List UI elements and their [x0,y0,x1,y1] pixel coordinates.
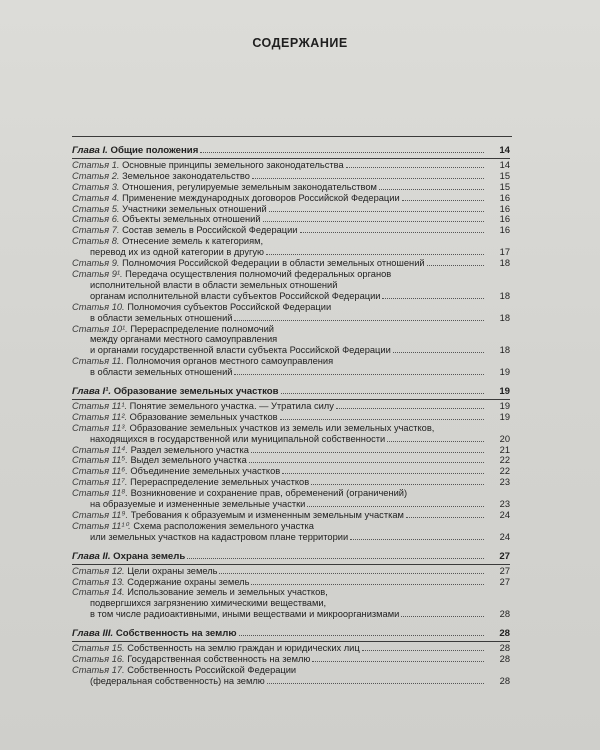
page-number: 27 [499,565,510,576]
leader-dots [239,634,484,636]
page-number: 14 [499,145,510,156]
toc-article [72,269,510,302]
page-number: 17 [499,247,510,258]
toc-text: Земельное законодательство [122,170,250,181]
page-number: 27 [499,550,510,562]
page-number: 16 [499,214,510,225]
toc-text: в том числе радиоактивными, иными веществами и микроорганизмами [90,609,400,620]
page-number: 24 [499,531,510,542]
toc-text: между органами местного самоуправления [90,334,278,345]
toc-text: Собственность Российской Федерации [127,664,297,675]
toc-number: Статья 8. [72,236,120,247]
toc-number: Глава II. [72,550,111,562]
leader-dots [362,649,484,651]
toc-article [72,302,510,324]
leader-dots [187,557,484,559]
toc-text: Образование земельных участков [113,386,279,398]
toc-number: Глава I. [72,145,108,156]
toc-text: на образуемые и измененные земельные участки [90,499,306,510]
leader-dots [427,264,484,266]
toc-text: Полномочия субъектов Российской Федерации [127,301,332,312]
top-divider [72,136,512,137]
toc-number: Статья 11⁶. [72,466,128,477]
toc-number: Статья 9. [72,258,120,269]
page-number: 28 [499,653,510,664]
page-number: 16 [499,203,510,214]
toc-number: Статья 11¹⁰. [72,520,131,531]
toc-text: (федеральная собственность) на землю [90,675,265,686]
leader-dots [251,583,484,585]
toc-number: Статья 6. [72,214,120,225]
toc-article [72,412,510,423]
page-number: 16 [499,192,510,203]
page-number: 14 [499,159,510,170]
toc-number: Статья 3. [72,181,120,192]
toc-text: Понятие земельного участка. — Утратила силу [129,400,334,411]
toc-article [72,225,510,236]
toc-article [72,445,510,456]
toc-number: Статья 10. [72,301,125,312]
toc-text: Участники земельных отношений [122,203,267,214]
toc-text: Полномочия Российской Федерации в области земельных отношений [122,258,425,269]
toc-text: Передача осуществления полномочий федеральных органов [125,268,392,279]
toc-article [72,324,510,357]
toc-number: Статья 16. [72,653,125,664]
toc-text: Образование земельных участков из земель или земельных участков, [129,422,435,433]
page-number: 18 [499,312,510,323]
leader-dots [249,461,484,463]
toc-article [72,204,510,215]
toc-text: в области земельных отношений [90,312,233,323]
toc-text: Применение международных договоров Российской Федерации [122,192,400,203]
toc-text: Общие положения [110,145,199,156]
page-number: 23 [499,499,510,510]
toc-text: органам исполнительной власти субъектов Российской Федерации [90,290,381,301]
leader-dots [200,151,484,153]
leader-dots [269,210,484,212]
leader-dots [379,188,484,190]
toc-article [72,510,510,521]
toc-text: Перераспределение земельных участков [130,477,310,488]
page-number: 28 [499,675,510,686]
toc-number: Статья 11³. [72,422,128,433]
toc-number: Статья 11⁷. [72,477,128,488]
toc-text: Собственность на землю [115,628,237,640]
page-number: 19 [499,386,510,398]
leader-dots [280,418,484,420]
page-number: 21 [499,444,510,455]
toc-number: Статья 11⁸. [72,488,128,499]
toc-article [72,577,510,588]
page-number: 28 [499,609,510,620]
leader-dots [266,253,484,255]
leader-dots [307,505,484,507]
toc-article [72,356,510,378]
toc-number: Статья 14. [72,587,125,598]
page-number: 20 [499,433,510,444]
toc-number: Статья 11⁹. [72,510,129,520]
leader-dots [311,483,484,485]
toc-text: исполнительной власти в области земельных отношений [90,279,338,290]
leader-dots [219,572,484,574]
toc-chapter [72,146,510,157]
page-number: 18 [499,290,510,301]
toc-text: Выдел земельного участка [130,455,247,466]
toc-article [72,258,510,269]
leader-dots [300,231,485,233]
leader-dots [350,538,484,540]
toc-number: Статья 15. [72,643,125,654]
chapter-underline [72,641,510,642]
leader-dots [393,351,484,353]
toc-text: Охрана земель [113,550,186,562]
toc-text: Образование земельных участков [129,411,278,422]
toc-text: Содержание охраны земель [127,576,250,587]
toc-text: Отношения, регулируемые земельным законодательством [122,181,377,192]
toc-number: Статья 11. [72,356,124,367]
leader-dots [382,297,484,299]
toc-article [72,654,510,665]
toc-article [72,160,510,171]
chapter-underline [72,564,510,565]
toc-article [72,643,510,654]
page-number: 15 [499,181,510,192]
toc-number: Статья 11¹. [72,400,128,411]
toc-text: Государственная собственность на землю [127,653,311,664]
toc-text: Возникновение и сохранение прав, обременений (ограничений) [130,488,408,499]
toc-text: перевод их из одной категории в другую [90,247,265,258]
toc-article [72,455,510,466]
leader-dots [336,407,484,409]
page-number: 27 [499,576,510,587]
page-number: 24 [499,510,510,520]
toc-number: Глава I¹. [72,386,112,398]
page-number: 18 [499,258,510,269]
toc-text: Полномочия органов местного самоуправления [126,356,334,367]
toc-article [72,236,510,258]
toc-chapter [72,629,510,640]
toc-text: Объекты земельных отношений [122,214,261,225]
chapter-underline [72,399,510,400]
toc-number: Статья 17. [72,664,125,675]
toc-text: Схема расположения земельного участка [133,520,314,531]
toc-article [72,566,510,577]
chapter-underline [72,158,510,159]
toc-text: Объединение земельных участков [130,466,281,477]
leader-dots [234,319,484,321]
leader-dots [312,660,484,662]
toc-number: Статья 4. [72,192,120,203]
toc-number: Статья 5. [72,203,120,214]
toc-article [72,182,510,193]
toc-article [72,488,510,510]
page-number: 19 [499,411,510,422]
toc-article [72,171,510,182]
toc-text: Основные принципы земельного законодательства [122,159,344,170]
toc-number: Глава III. [72,628,114,640]
toc-number: Статья 7. [72,225,120,236]
toc-article [72,466,510,477]
page-title: СОДЕРЖАНИЕ [252,36,348,50]
toc-number: Статья 11⁵. [72,455,128,466]
toc-article [72,214,510,225]
toc-number: Статья 10¹. [72,323,128,334]
toc-number: Статья 11⁴. [72,444,128,455]
toc-number: Статья 1. [72,159,120,170]
toc-text: подвергшихся загрязнению химическими веществами, [90,598,327,609]
toc-text: Цели охраны земель [127,565,218,576]
toc-number: Статья 11². [72,411,128,422]
leader-dots [346,166,484,168]
leader-dots [267,682,484,684]
page-number: 18 [499,345,510,356]
toc-text: или земельных участков на кадастровом плане территории [90,531,349,542]
toc-text: Требования к образуемым и измененным земельным участкам [130,510,404,520]
leader-dots [251,451,484,453]
toc-article [72,401,510,412]
toc-article [72,423,510,445]
page-number: 22 [499,455,510,466]
toc-number: Статья 12. [72,565,125,576]
toc-chapter [72,387,510,398]
toc-text: Отнесение земель к категориям, [122,236,264,247]
leader-dots [252,177,484,179]
toc-text: находящихся в государственной или муниципальной собственности [90,433,386,444]
toc-article [72,587,510,620]
leader-dots [387,440,484,442]
leader-dots [281,392,484,394]
leader-dots [401,615,484,617]
toc-text: Использование земель и земельных участков, [127,587,328,598]
leader-dots [406,516,484,518]
page-number: 28 [499,628,510,640]
toc-number: Статья 9¹. [72,268,123,279]
toc-article [72,521,510,543]
toc-number: Статья 2. [72,170,120,181]
page-number: 16 [499,225,510,236]
page-number: 19 [499,400,510,411]
leader-dots [263,220,484,222]
toc-article [72,193,510,204]
page-number: 15 [499,170,510,181]
toc-text: Раздел земельного участка [130,444,249,455]
toc-article [72,477,510,488]
page-number: 28 [499,643,510,654]
toc-number: Статья 13. [72,576,125,587]
toc-article [72,665,510,687]
toc-text: в области земельных отношений [90,367,233,378]
leader-dots [234,373,484,375]
toc-text: Состав земель в Российской Федерации [122,225,298,236]
leader-dots [282,472,484,474]
page-number: 19 [499,367,510,378]
toc-text: Перераспределение полномочий [130,323,274,334]
toc-text: Собственность на землю граждан и юридических лиц [127,643,360,654]
page-number: 23 [499,477,510,488]
table-of-contents [72,146,510,687]
leader-dots [402,199,484,201]
page-number: 22 [499,466,510,477]
toc-chapter [72,552,510,563]
toc-text: и органами государственной власти субъекта Российской Федерации [90,345,391,356]
